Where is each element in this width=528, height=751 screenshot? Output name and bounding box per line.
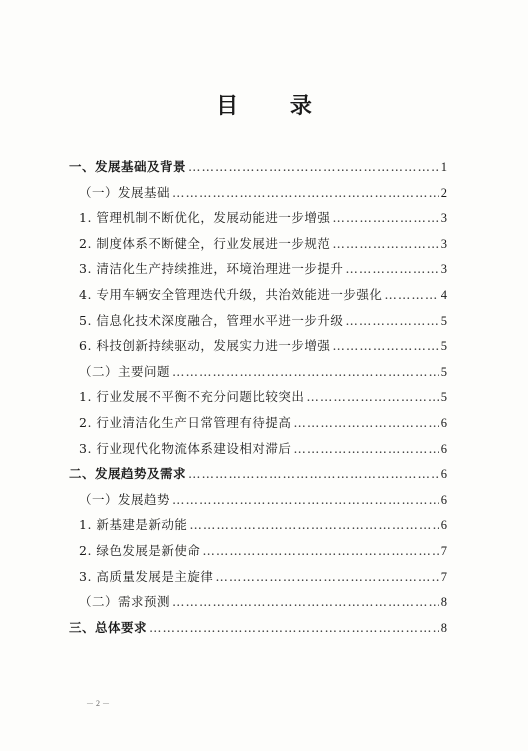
- toc-entry[interactable]: [69, 234, 447, 260]
- toc-entry[interactable]: [69, 541, 447, 567]
- toc-entry-title: 二、发展趋势及需求: [69, 466, 187, 482]
- toc-leader-dots: [345, 261, 438, 276]
- toc-entry-title: （一）发展基础: [79, 184, 171, 200]
- toc-entry-page: 4: [440, 287, 447, 302]
- toc-leader-dots: [306, 389, 438, 404]
- toc-entry-title: 1. 管理机制不断优化，发展动能进一步增强: [79, 210, 331, 226]
- toc-entry-page: 6: [440, 441, 447, 456]
- toc-entry-title: 2. 制度体系不断健全，行业发展进一步规范: [79, 235, 331, 251]
- toc-entry[interactable]: [69, 336, 447, 362]
- toc-entry[interactable]: [69, 567, 447, 593]
- page-number: － 2 －: [86, 699, 110, 708]
- toc-leader-dots: [172, 594, 439, 609]
- toc-leader-dots: [332, 236, 438, 251]
- toc-entry-title: 三、总体要求: [69, 619, 148, 635]
- toc-entry-title: （二）需求预测: [79, 594, 171, 610]
- toc-entry[interactable]: [69, 259, 447, 285]
- toc-entry[interactable]: [69, 208, 447, 234]
- toc-entry-page: 2: [440, 185, 447, 200]
- toc-entry-page: 5: [440, 313, 447, 328]
- toc-entry-title: 4. 专用车辆安全管理迭代升级，共治效能进一步强化: [79, 286, 383, 302]
- toc-entry-title: 3. 清洁化生产持续推进，环境治理进一步提升: [79, 261, 344, 277]
- toc-entry[interactable]: [69, 157, 447, 183]
- toc-leader-dots: [345, 313, 438, 328]
- toc-entry-page: 3: [440, 211, 447, 226]
- toc-entry-title: 2. 绿色发展是新使命: [79, 542, 201, 558]
- toc-leader-dots: [384, 287, 438, 302]
- toc-entry-title: 6. 科技创新持续驱动，发展实力进一步增强: [79, 338, 331, 354]
- toc-entry-title: 3. 行业现代化物流体系建设相对滞后: [79, 440, 292, 456]
- toc-entry-title: （一）发展趋势: [79, 491, 171, 507]
- toc-entry[interactable]: [69, 183, 447, 209]
- toc-entry[interactable]: [69, 362, 447, 388]
- toc-leader-dots: [149, 620, 439, 635]
- toc-entry-title: 3. 高质量发展是主旋律: [79, 568, 214, 584]
- toc-leader-dots: [293, 441, 438, 456]
- toc-leader-dots: [202, 543, 438, 558]
- toc-entry-page: 7: [440, 569, 447, 584]
- toc-leader-dots: [172, 364, 439, 379]
- toc-entry-page: 5: [440, 339, 447, 354]
- toc-leader-dots: [188, 466, 439, 481]
- toc-entry[interactable]: [69, 311, 447, 337]
- page-title: 目 录: [216, 93, 334, 119]
- table-of-contents: [69, 157, 447, 643]
- toc-entry-page: 6: [440, 518, 447, 533]
- toc-entry[interactable]: [69, 592, 447, 618]
- toc-entry-page: 7: [440, 543, 447, 558]
- toc-entry[interactable]: [69, 285, 447, 311]
- toc-leader-dots: [332, 210, 438, 225]
- toc-entry[interactable]: [69, 618, 447, 644]
- toc-entry-title: 一、发展基础及背景: [69, 159, 187, 174]
- toc-entry-title: 1. 新基建是新动能: [79, 517, 188, 533]
- toc-entry[interactable]: [69, 515, 447, 541]
- toc-entry[interactable]: [69, 387, 447, 413]
- toc-leader-dots: [172, 492, 439, 507]
- toc-entry[interactable]: [69, 490, 447, 516]
- toc-entry-page: 1: [440, 160, 447, 174]
- toc-entry-page: 6: [440, 467, 447, 482]
- toc-entry-title: （二）主要问题: [79, 363, 171, 379]
- toc-entry-page: 6: [440, 415, 447, 430]
- toc-leader-dots: [293, 415, 438, 430]
- toc-entry-title: 5. 信息化技术深度融合，管理水平进一步升级: [79, 312, 344, 328]
- toc-entry[interactable]: [69, 464, 447, 490]
- toc-entry-title: 1. 行业发展不平衡不充分问题比较突出: [79, 389, 305, 405]
- toc-leader-dots: [189, 517, 438, 532]
- toc-leader-dots: [332, 338, 438, 353]
- toc-entry-page: 3: [440, 236, 447, 251]
- toc-leader-dots: [215, 569, 438, 584]
- toc-entry-page: 5: [440, 390, 447, 405]
- toc-entry-page: 6: [440, 492, 447, 507]
- toc-entry[interactable]: [69, 413, 447, 439]
- toc-entry-page: 3: [440, 262, 447, 277]
- toc-entry-page: 8: [440, 620, 447, 635]
- toc-entry[interactable]: [69, 439, 447, 465]
- toc-entry-page: 8: [440, 595, 447, 610]
- toc-entry-page: 5: [440, 364, 447, 379]
- toc-entry-title: 2. 行业清洁化生产日常管理有待提高: [79, 414, 292, 430]
- toc-leader-dots: [172, 185, 439, 200]
- toc-leader-dots: [188, 159, 439, 174]
